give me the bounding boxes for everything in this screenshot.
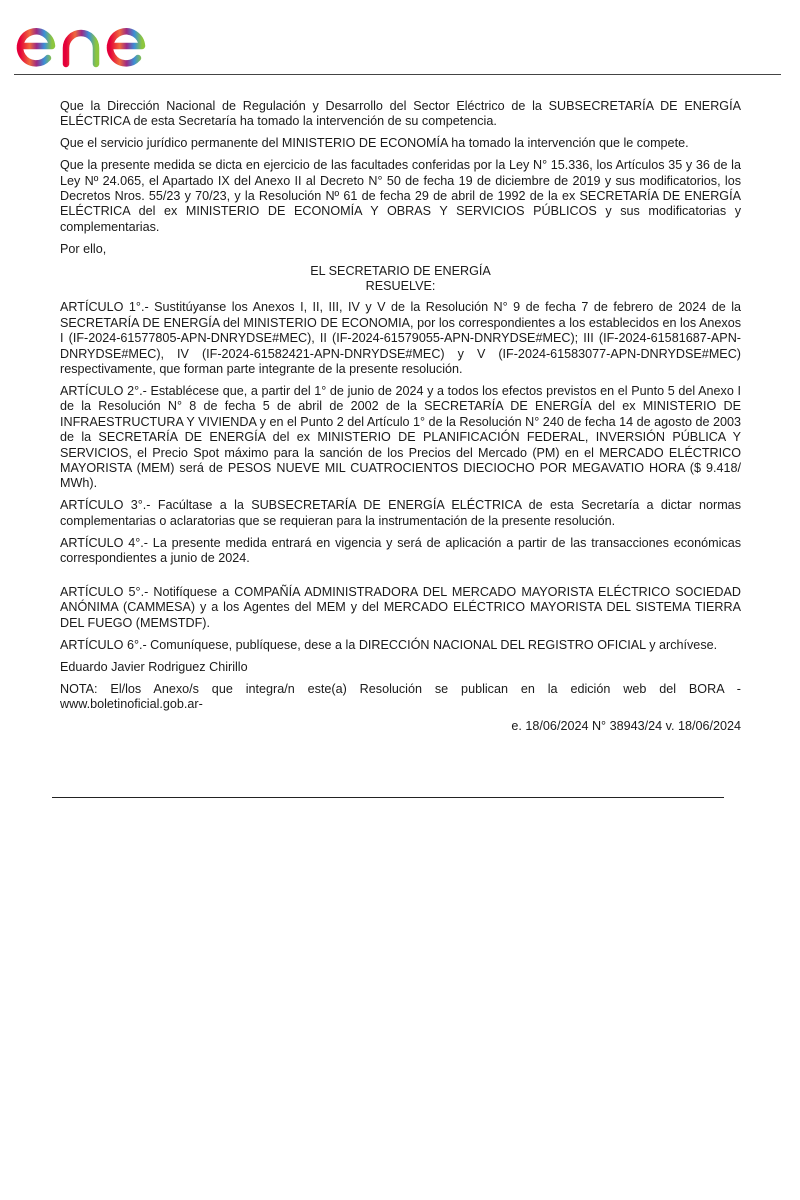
- article-2: ARTÍCULO 2°.- Establécese que, a partir del 1° de junio de 2024 y a todos los efectos previstos en el Punto 5 del Anexo I de la Resolución N° 8 de fecha 5 de abril de 2002 de la SECRETARÍA DE ENERGÍA del ex MINISTERIO DE INFRAESTRUCTURA Y VIVIENDA y en el Punto 2 del Artículo 1° de la Resolución N° 240 de fecha 14 de agosto de 2003 de la SECRETARÍA DE ENERGÍA del ex MINISTERIO DE PLANIFICACIÓN FEDERAL, INVERSIÓN PÚBLICA Y SERVICIOS, el Precio Spot máximo para la sanción de los Precios del Mercado (PM) en el MERCADO ELÉCTRICO MAYORISTA (MEM) será de PESOS NUEVE MIL CUATROCIENTOS DIECIOCHO POR MEGAVATIO HORA ($ 9.418/ MWh).: [60, 384, 741, 491]
- resolution-document: [60, 99, 741, 741]
- article-6: ARTÍCULO 6°.- Comuníquese, publíquese, dese a la DIRECCIÓN NACIONAL DEL REGISTRO OFICIAL y archívese.: [60, 637, 718, 652]
- annex-note: NOTA: El/los Anexo/s que integra/n este(a) Resolución se publican en la edición web del BORA -www.boletinoficial.gob.ar-: [60, 681, 741, 711]
- enel-logo: [14, 8, 184, 70]
- por-ello-text: Por ello,: [60, 241, 107, 256]
- recital-paragraph: Que el servicio jurídico permanente del MINISTERIO DE ECONOMÍA ha tomado la intervención que le compete.: [60, 136, 689, 151]
- article-1: ARTÍCULO 1°.- Sustitúyanse los Anexos I, II, III, IV y V de la Resolución N° 9 de fecha 7 de febrero de 2024 de la SECRETARÍA DE ENERGÍA del MINISTERIO DE ECONOMIA, por los correspondientes a los establecidos en los Anexos I (IF-2024-61577805-APN-DNRYDSE#MEC), II (IF-2024-61579055-APN-DNRYDSE#MEC); III (IF-2024-61581687-APN-DNRYDSE#MEC), IV (IF-2024-61582421-APN-DNRYDSE#MEC) y V (IF-2024-61583077-APN-DNRYDSE#MEC) respectivamente, que forman parte integrante de la presente resolución.: [60, 300, 741, 377]
- footer-divider: [52, 797, 724, 798]
- recital-paragraph: Que la presente medida se dicta en ejercicio de las facultades conferidas por la Ley N° 15.336, los Artículos 35 y 36 de la Ley Nº 24.065, el Apartado IX del Anexo II al Decreto N° 50 de fecha 19 de diciembre de 2019 y sus modificatorios, los Decretos Nros. 55/23 y 70/23, y la Resolución Nº 61 de fecha 29 de abril de 1992 de la ex SECRETARÍA DE ENERGÍA ELÉCTRICA del ex MINISTERIO DE ECONOMÍA Y OBRAS Y SERVICIOS PÚBLICOS y sus modificatorias y complementarias.: [60, 158, 741, 234]
- signer-name: Eduardo Javier Rodriguez Chirillo: [60, 659, 248, 674]
- article-5: ARTÍCULO 5°.- Notifíquese a COMPAÑÍA ADMINISTRADORA DEL MERCADO MAYORISTA ELÉCTRICO SOCIEDAD ANÓNIMA (CAMMESA) y a los Agentes del MEM y del MERCADO ELÉCTRICO MAYORISTA DEL SISTEMA TIERRA DEL FUEGO (MEMSTDF).: [60, 584, 741, 630]
- recital-paragraph: Que la Dirección Nacional de Regulación y Desarrollo del Sector Eléctrico de la SUBSECRETARÍA DE ENERGÍA ELÉCTRICA de esta Secretaría ha tomado la intervención de su competencia.: [60, 99, 741, 129]
- publication-reference: e. 18/06/2024 N° 38943/24 v. 18/06/2024: [511, 718, 741, 733]
- article-3: ARTÍCULO 3°.- Facúltase a la SUBSECRETARÍA DE ENERGÍA ELÉCTRICA de esta Secretaría a dictar normas complementarias o aclaratorias que se requieran para la instrumentación de la presente resolución.: [60, 498, 741, 528]
- article-4: ARTÍCULO 4°.- La presente medida entrará en vigencia y será de aplicación a partir de las transacciones económicas correspondientes a junio de 2024.: [60, 535, 741, 566]
- header-divider: [14, 74, 781, 75]
- resolve-label: RESUELVE:: [365, 279, 436, 294]
- resolution-heading: [60, 264, 741, 295]
- signatory-title: EL SECRETARIO DE ENERGÍA: [310, 263, 491, 278]
